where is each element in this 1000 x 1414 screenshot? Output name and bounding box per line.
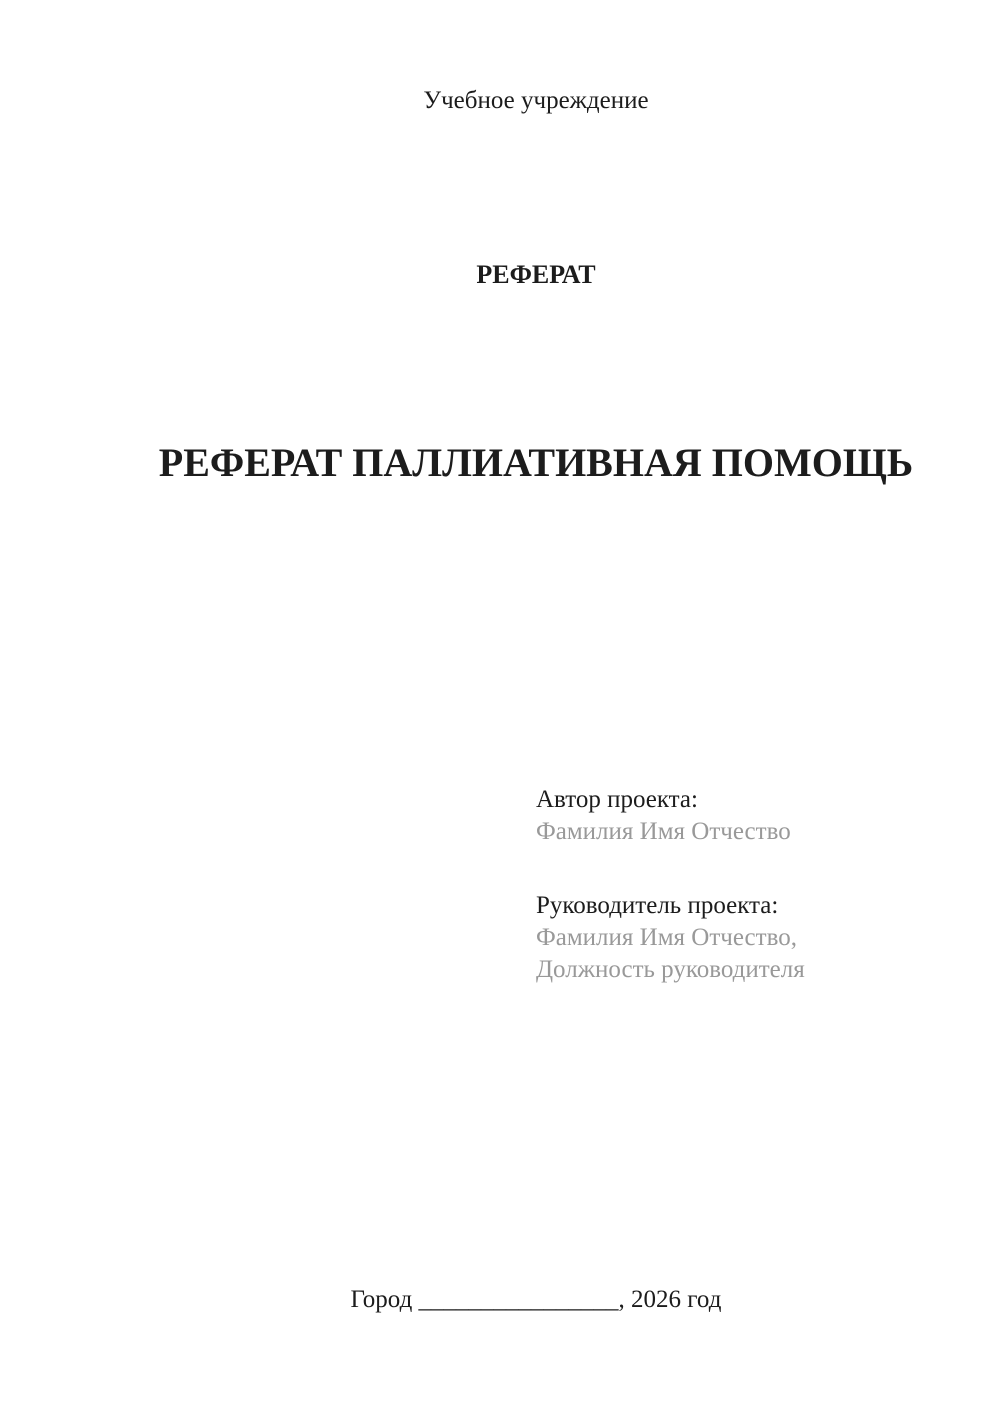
credits-block xyxy=(536,784,929,986)
supervisor-position-placeholder: Должность руководителя xyxy=(536,956,805,983)
supervisor-name-placeholder: Фамилия Имя Отчество, xyxy=(536,924,797,951)
author-label: Автор проекта: xyxy=(536,786,698,813)
supervisor-section xyxy=(536,890,929,986)
document-title: РЕФЕРАТ ПАЛЛИАТИВНАЯ ПОМОЩЬ xyxy=(158,440,914,485)
institution-line: Учебное учреждение xyxy=(423,87,649,114)
city-year-line: Город ________________, 2026 год xyxy=(350,1286,722,1313)
doc-type-label: РЕФЕРАТ xyxy=(476,260,596,289)
author-section xyxy=(536,784,929,848)
supervisor-label: Руководитель проекта: xyxy=(536,892,779,919)
author-name-placeholder: Фамилия Имя Отчество xyxy=(536,818,791,845)
page-content xyxy=(143,0,929,1414)
